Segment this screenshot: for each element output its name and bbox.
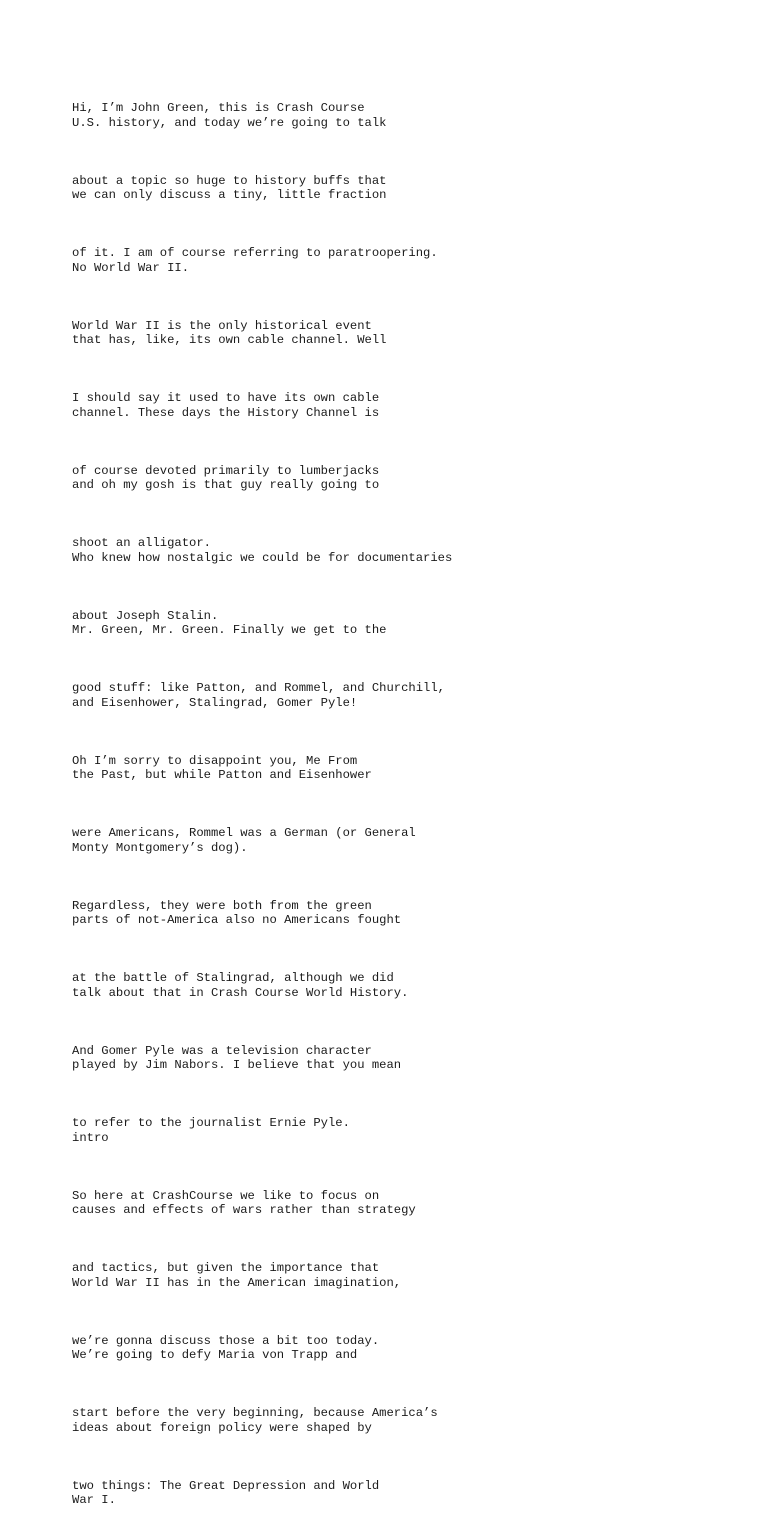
text-line: Who knew how nostalgic we could be for documentaries — [72, 550, 453, 565]
paragraph — [72, 681, 712, 710]
text-line: two things: The Great Depression and World — [72, 1478, 380, 1493]
text-line: at the battle of Stalingrad, although we did — [72, 971, 394, 985]
text-line: We’re going to defy Maria von Trapp and — [72, 1348, 358, 1362]
paragraph — [72, 1406, 712, 1435]
text-line: about a topic so huge to history buffs that — [72, 173, 387, 188]
paragraph — [72, 536, 712, 565]
text-line: and Eisenhower, Stalingrad, Gomer Pyle! — [72, 695, 358, 710]
text-line: we can only discuss a tiny, little fraction — [72, 188, 387, 202]
text-line: And Gomer Pyle was a television character — [72, 1043, 372, 1058]
paragraph — [72, 391, 712, 420]
text-line: of it. I am of course referring to paratroopering. — [72, 246, 438, 260]
text-line: Mr. Green, Mr. Green. Finally we get to the — [72, 623, 387, 637]
text-line: So here at CrashCourse we like to focus on — [72, 1188, 380, 1203]
paragraph — [72, 464, 712, 493]
text-line: Hi, I’m John Green, this is Crash Course — [72, 101, 365, 115]
text-line: good stuff: like Patton, and Rommel, and Churchill, — [72, 681, 445, 695]
paragraph — [72, 1479, 712, 1508]
paragraph — [72, 971, 712, 1000]
text-line: of course devoted primarily to lumberjacks — [72, 463, 380, 478]
text-line: World War II has in the American imagination, — [72, 1275, 402, 1290]
text-line: Regardless, they were both from the green — [72, 898, 372, 913]
text-line: that has, like, its own cable channel. Well — [72, 333, 387, 347]
paragraph — [72, 1044, 712, 1073]
paragraph — [72, 899, 712, 928]
text-line: Monty Montgomery’s dog). — [72, 840, 248, 855]
text-line: causes and effects of wars rather than strategy — [72, 1203, 416, 1217]
text-line: played by Jim Nabors. I believe that you mean — [72, 1058, 402, 1072]
text-line: No World War II. — [72, 260, 190, 275]
text-line: talk about that in Crash Course World History. — [72, 985, 409, 1000]
text-line: War I. — [72, 1493, 116, 1507]
paragraph — [72, 101, 712, 130]
paragraph — [72, 174, 712, 203]
text-line: and tactics, but given the importance that — [72, 1261, 380, 1275]
text-line: World War II is the only historical event — [72, 318, 372, 333]
paragraph — [72, 1334, 712, 1363]
paragraph — [72, 609, 712, 638]
text-line: we’re gonna discuss those a bit too today. — [72, 1333, 380, 1348]
paragraph — [72, 826, 712, 855]
text-line: shoot an alligator. — [72, 536, 211, 550]
text-line: start before the very beginning, because America’s — [72, 1406, 438, 1420]
transcript-page — [72, 72, 712, 1537]
paragraph — [72, 319, 712, 348]
text-line: parts of not-America also no Americans fought — [72, 913, 402, 927]
paragraph — [72, 1189, 712, 1218]
paragraph — [72, 1261, 712, 1290]
text-line: intro — [72, 1130, 109, 1145]
paragraph — [72, 246, 712, 275]
text-line: U.S. history, and today we’re going to talk — [72, 115, 387, 130]
text-line: the Past, but while Patton and Eisenhower — [72, 768, 372, 782]
text-line: and oh my gosh is that guy really going to — [72, 478, 380, 492]
text-line: I should say it used to have its own cable — [72, 391, 380, 405]
text-line: ideas about foreign policy were shaped by — [72, 1420, 372, 1435]
text-line: Oh I’m sorry to disappoint you, Me From — [72, 753, 358, 768]
text-line: to refer to the journalist Ernie Pyle. — [72, 1116, 350, 1130]
paragraph — [72, 1116, 712, 1145]
text-line: channel. These days the History Channel is — [72, 405, 380, 420]
text-line: were Americans, Rommel was a German (or General — [72, 826, 416, 840]
text-line: about Joseph Stalin. — [72, 608, 219, 623]
paragraph — [72, 754, 712, 783]
